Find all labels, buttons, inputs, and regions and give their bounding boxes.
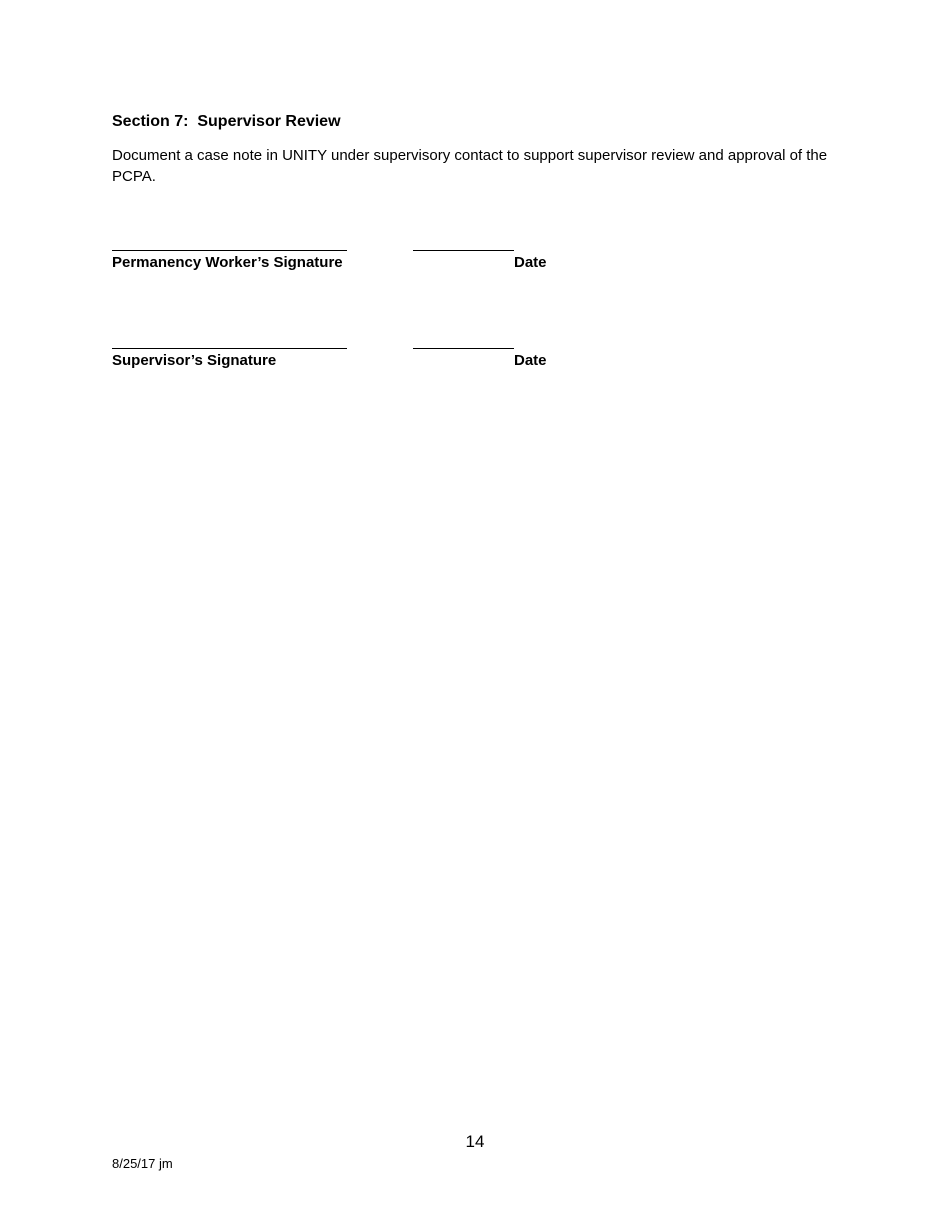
worker-signature-line: [112, 250, 347, 251]
supervisor-signature-line: [112, 348, 347, 349]
worker-signature-label: Permanency Worker’s Signature: [112, 254, 343, 271]
section-title: Section 7: Supervisor Review: [112, 113, 341, 130]
page-number: 14: [465, 1132, 485, 1151]
supervisor-signature-label: Supervisor’s Signature: [112, 352, 277, 369]
supervisor-date-label: Date: [514, 352, 547, 369]
footer-note: 8/25/17 jm: [112, 1156, 173, 1171]
supervisor-date-line: [413, 348, 514, 349]
section-body-text: Document a case note in UNITY under supervisory contact to support supervisor review and approval of the PCPA.: [112, 147, 828, 185]
worker-date-line: [413, 250, 514, 251]
worker-date-label: Date: [514, 254, 547, 271]
